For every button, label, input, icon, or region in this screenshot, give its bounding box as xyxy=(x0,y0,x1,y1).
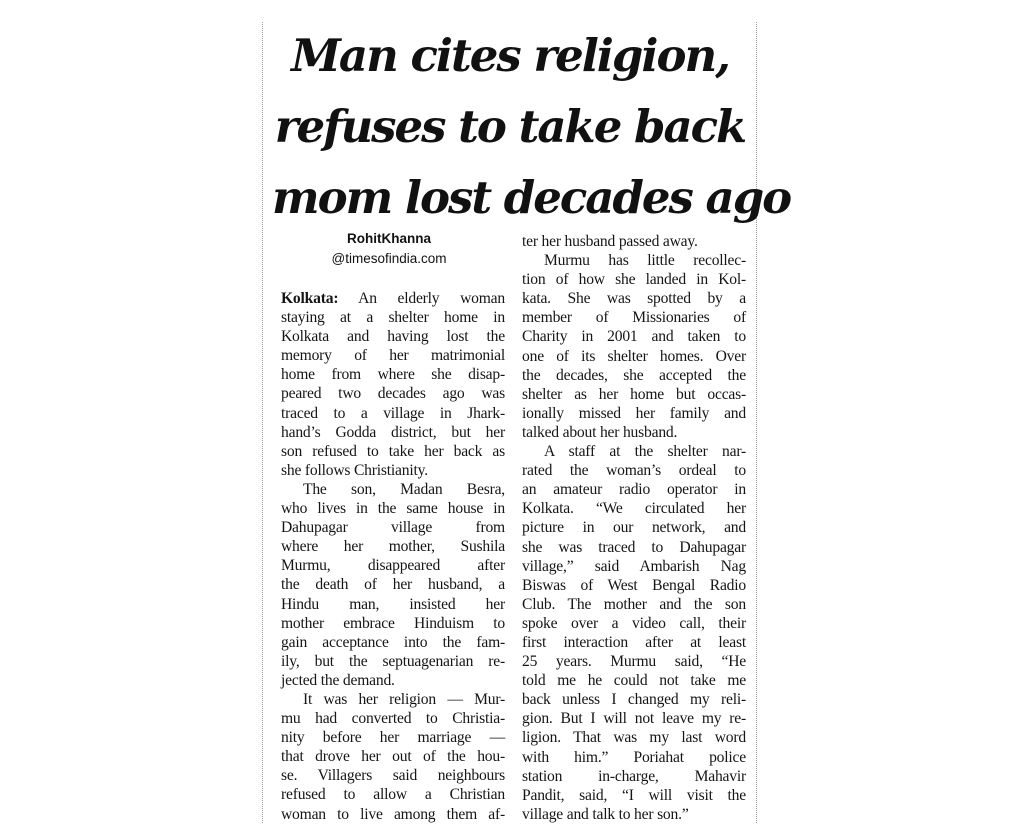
article-text-line xyxy=(281,518,505,537)
article-text-line xyxy=(522,538,746,557)
line-text: where her mother, Sushila xyxy=(281,538,505,556)
headline-line: mom lost decades ago xyxy=(272,171,791,224)
article-text-line xyxy=(522,595,746,614)
article-text-line xyxy=(522,366,746,385)
article-text-line xyxy=(522,767,746,786)
line-text: the decades, she accepted the xyxy=(522,366,746,384)
article-text-line xyxy=(522,786,746,805)
line-text: ter her husband passed away. xyxy=(522,233,698,250)
line-text: an amateur radio operator in xyxy=(522,481,746,499)
line-text: mu had converted to Christia- xyxy=(281,710,505,728)
article-text-line xyxy=(281,308,505,327)
article-text-line xyxy=(281,728,505,747)
article-text-line xyxy=(522,270,746,289)
article-text-line xyxy=(281,614,505,633)
line-text: se. Villagers said neighbours xyxy=(281,767,505,785)
line-text: who lives in the same house in xyxy=(281,500,505,518)
article-text-line xyxy=(281,289,505,308)
line-text: shelter as her home but occas- xyxy=(522,385,746,403)
line-text: station in-charge, Mahavir xyxy=(522,767,746,785)
article-text-line xyxy=(281,805,505,824)
line-text: spoke over a video call, their xyxy=(522,614,746,632)
line-text: refused to allow a Christian xyxy=(281,786,505,804)
line-text: Charity in 2001 and taken to xyxy=(522,328,746,346)
article-text-line xyxy=(522,499,746,518)
line-text: with him.” Poriahat police xyxy=(522,748,746,766)
line-text: rated the woman’s ordeal to xyxy=(522,462,746,480)
article-text-line xyxy=(522,576,746,595)
line-text: she was traced to Dahupagar xyxy=(522,538,746,556)
article-text-line xyxy=(281,537,505,556)
line-text: village,” said Ambarish Nag xyxy=(522,557,746,575)
article-text-line xyxy=(281,595,505,614)
article-text-line xyxy=(281,652,505,671)
article-text-line xyxy=(522,480,746,499)
article-text-line xyxy=(522,805,746,824)
line-text: kata. She was spotted by a xyxy=(522,290,746,308)
line-text: traced to a village in Jhark- xyxy=(281,404,505,422)
byline xyxy=(274,230,504,268)
line-text: Kolkata and having lost the xyxy=(281,328,505,346)
article-text-line xyxy=(281,327,505,346)
column-divider-left xyxy=(262,22,263,823)
line-text: one of its shelter homes. Over xyxy=(522,347,746,365)
article-text-line xyxy=(522,652,746,671)
line-text: 25 years. Murmu said, “He xyxy=(522,653,746,671)
line-text: staying at a shelter home in xyxy=(281,309,505,327)
article-text-line xyxy=(522,671,746,690)
dateline: Kolkata: xyxy=(281,290,339,307)
line-text: first interaction after at least xyxy=(522,633,746,651)
line-text: Murmu, disappeared after xyxy=(281,557,505,575)
article-text-line xyxy=(522,633,746,652)
article-text-line xyxy=(281,423,505,442)
article-text-line xyxy=(281,556,505,575)
line-text: nity before her marriage — xyxy=(281,729,505,747)
column-divider-right xyxy=(756,22,757,823)
line-text: peared two decades ago was xyxy=(281,385,505,403)
line-text: Pandit, said, “I will visit the xyxy=(522,786,746,804)
article-text-line xyxy=(281,480,505,499)
line-text: hand’s Godda district, but her xyxy=(281,423,505,441)
article-column-right xyxy=(522,232,746,824)
article-text-line xyxy=(522,423,746,442)
article-text-line xyxy=(281,346,505,365)
article-text-line xyxy=(281,785,505,804)
article-text-line xyxy=(281,633,505,652)
article-text-line xyxy=(281,461,505,480)
article-text-line xyxy=(522,347,746,366)
line-text: back unless I changed my reli- xyxy=(522,691,746,709)
article-text-line xyxy=(522,614,746,633)
headline-line: Man cites religion, xyxy=(291,29,729,82)
line-text: Hindu man, insisted her xyxy=(281,595,505,613)
article-text-line xyxy=(281,766,505,785)
article-text-line xyxy=(522,327,746,346)
article-text-line xyxy=(522,557,746,576)
line-text: woman to live among them af- xyxy=(281,805,505,823)
line-text: memory of her matrimonial xyxy=(281,347,505,365)
line-text: Biswas of West Bengal Radio xyxy=(522,576,746,594)
line-text: Murmu has little recollec- xyxy=(544,252,746,270)
line-text: son refused to take her back as xyxy=(281,442,505,460)
line-text: gain acceptance into the fam- xyxy=(281,633,505,651)
line-text: ily, but the septuagenarian re- xyxy=(281,652,505,670)
article-text-line xyxy=(522,289,746,308)
line-text: ionally missed her family and xyxy=(522,404,746,422)
author-name: RohitKhanna xyxy=(347,231,431,246)
article-text-line xyxy=(522,728,746,747)
article-text-line xyxy=(281,671,505,690)
headline-line: refuses to take back xyxy=(274,100,746,153)
article-text-line xyxy=(281,747,505,766)
article-text-line xyxy=(522,518,746,537)
headline xyxy=(272,20,791,233)
line-text: village and talk to her son.” xyxy=(522,805,689,823)
line-text: home from where she disap- xyxy=(281,366,505,384)
article-text-line xyxy=(522,461,746,480)
line-text: gion. But I will not leave my re- xyxy=(522,710,746,728)
article-text-line xyxy=(281,404,505,423)
line-text: told me he could not take me xyxy=(522,672,746,690)
line-text: An elderly woman xyxy=(338,290,505,307)
article-text-line xyxy=(281,690,505,709)
line-text: The son, Madan Besra, xyxy=(303,480,505,498)
article-text-line xyxy=(281,384,505,403)
article-text-line xyxy=(522,442,746,461)
article-column-left xyxy=(281,289,505,824)
line-text: talked about her husband. xyxy=(522,423,678,441)
article-text-line xyxy=(522,251,746,270)
line-text: Club. The mother and the son xyxy=(522,595,746,613)
line-text: jected the demand. xyxy=(281,671,395,689)
line-text: A staff at the shelter nar- xyxy=(544,443,746,461)
line-text: member of Missionaries of xyxy=(522,309,746,327)
article-text-line xyxy=(522,690,746,709)
article-text-line xyxy=(281,575,505,594)
article-text-line xyxy=(522,308,746,327)
article-text-line xyxy=(281,709,505,728)
line-text: mother embrace Hinduism to xyxy=(281,614,505,632)
author-handle: @timesofindia.com xyxy=(331,251,447,266)
line-text: Kolkata. “We circulated her xyxy=(522,500,746,518)
line-text: tion of how she landed in Kol- xyxy=(522,271,746,289)
line-text: the death of her husband, a xyxy=(281,576,505,594)
article-text-line xyxy=(522,404,746,423)
article-text-line xyxy=(522,385,746,404)
line-text: that drove her out of the hou- xyxy=(281,748,505,766)
article-text-line xyxy=(281,365,505,384)
line-text: Dahupagar village from xyxy=(281,519,505,537)
article-text-line xyxy=(522,232,746,251)
line-text: she follows Christianity. xyxy=(281,461,428,479)
line-text: It was her religion — Mur- xyxy=(303,690,505,708)
article-text-line xyxy=(281,499,505,518)
article-text-line xyxy=(522,709,746,728)
article-text-line xyxy=(281,442,505,461)
line-text: picture in our network, and xyxy=(522,519,746,537)
article-text-line xyxy=(522,748,746,767)
line-text: ligion. That was my last word xyxy=(522,729,746,747)
